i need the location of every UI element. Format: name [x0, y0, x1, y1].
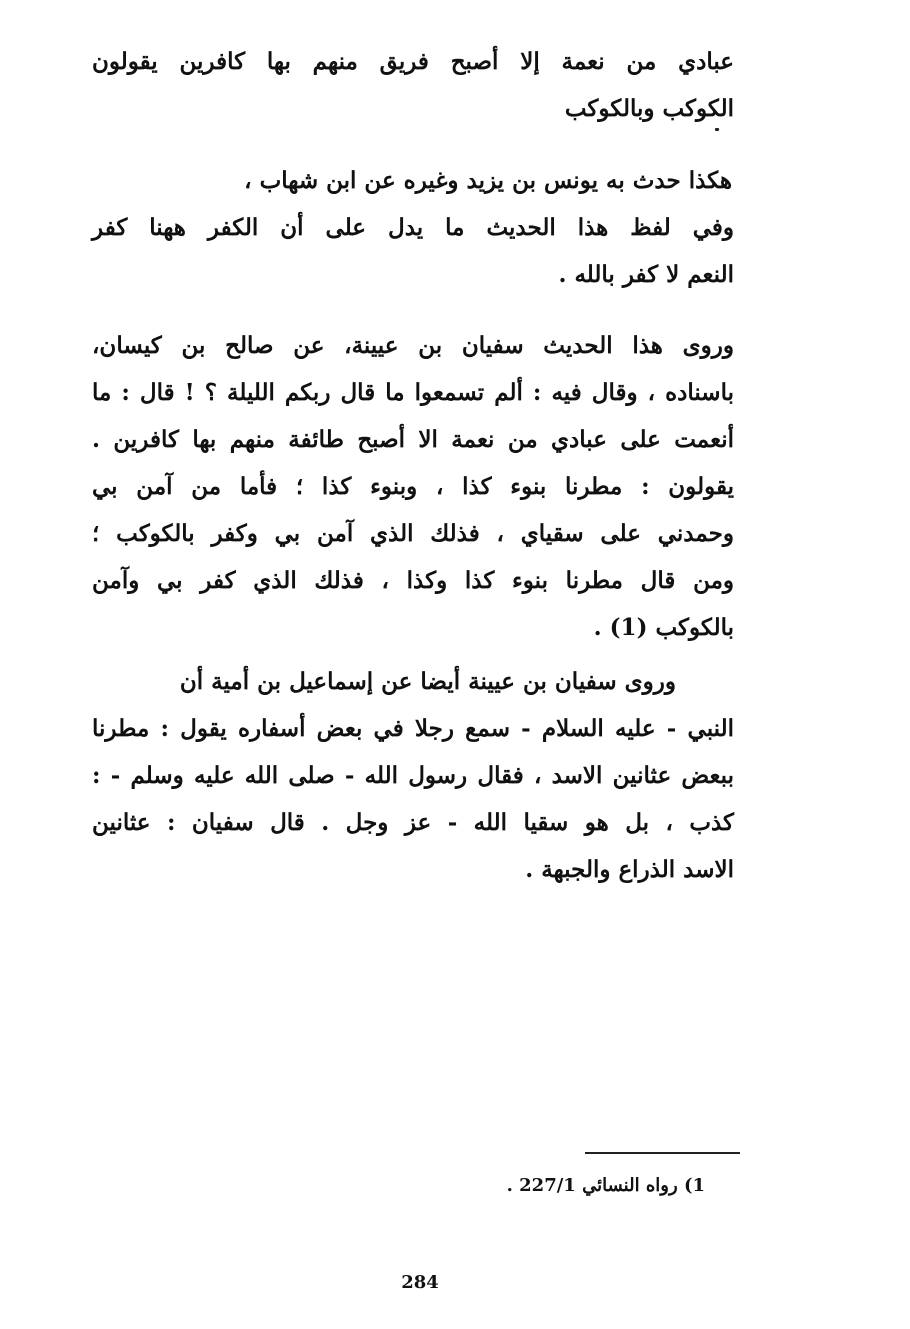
text-line: النبي - عليه السلام - سمع رجلا في بعض أسفاره يقول : مطرنا — [92, 715, 734, 742]
text-line: الاسد الذراع والجبهة . — [525, 856, 734, 883]
paragraph-1 — [92, 38, 734, 132]
text-line: وروى هذا الحديث سفيان بن عيينة، عن صالح بن كيسان، — [92, 332, 734, 359]
text-line: أنعمت على عبادي من نعمة الا أصبح طائفة منهم بها كافرين . — [92, 426, 734, 453]
text-line: بالكوكب (1) . — [593, 614, 734, 641]
text-line: ببعض عثانين الاسد ، فقال رسول الله - صلى الله عليه وسلم - : — [92, 762, 734, 789]
paragraph-4 — [92, 658, 734, 893]
paragraph-3 — [92, 322, 734, 651]
text-line: يقولون : مطرنا بنوء كذا ، وبنوء كذا ؛ فأما من آمن بي — [92, 473, 734, 500]
footnote — [507, 1175, 705, 1196]
text-line: الكوكب وبالكوكب — [564, 95, 734, 122]
text-line: ومن قال مطرنا بنوء كذا وكذا ، فذلك الذي كفر بي وآمن — [92, 567, 734, 594]
text-line: كذب ، بل هو سقيا الله - عز وجل . قال سفيان : عثانين — [92, 809, 734, 836]
paragraph-2 — [92, 157, 734, 298]
footnote-text: رواه النسائي 227/1 . — [506, 1175, 678, 1196]
footnote-marker: 1) — [683, 1175, 705, 1196]
text-line: وروى سفيان بن عيينة أيضا عن إسماعيل بن أمية أن — [179, 668, 676, 695]
page-number: 284 — [401, 1272, 439, 1293]
footnote-divider — [585, 1152, 740, 1154]
text-line: وحمدني على سقياي ، فذلك الذي آمن بي وكفر بالكوكب ؛ — [92, 520, 734, 547]
text-line: عبادي من نعمة إلا أصبح فريق منهم بها كافرين يقولون — [92, 48, 734, 75]
text-line: وفي لفظ هذا الحديث ما يدل على أن الكفر ههنا كفر — [92, 214, 734, 241]
text-line: النعم لا كفر بالله . — [558, 261, 734, 288]
print-speck — [715, 128, 719, 131]
text-line: باسناده ، وقال فيه : ألم تسمعوا ما قال ربكم الليلة ؟ ! قال : ما — [92, 379, 734, 406]
text-line: هكذا حدث به يونس بن يزيد وغيره عن ابن شهاب ، — [244, 167, 732, 194]
